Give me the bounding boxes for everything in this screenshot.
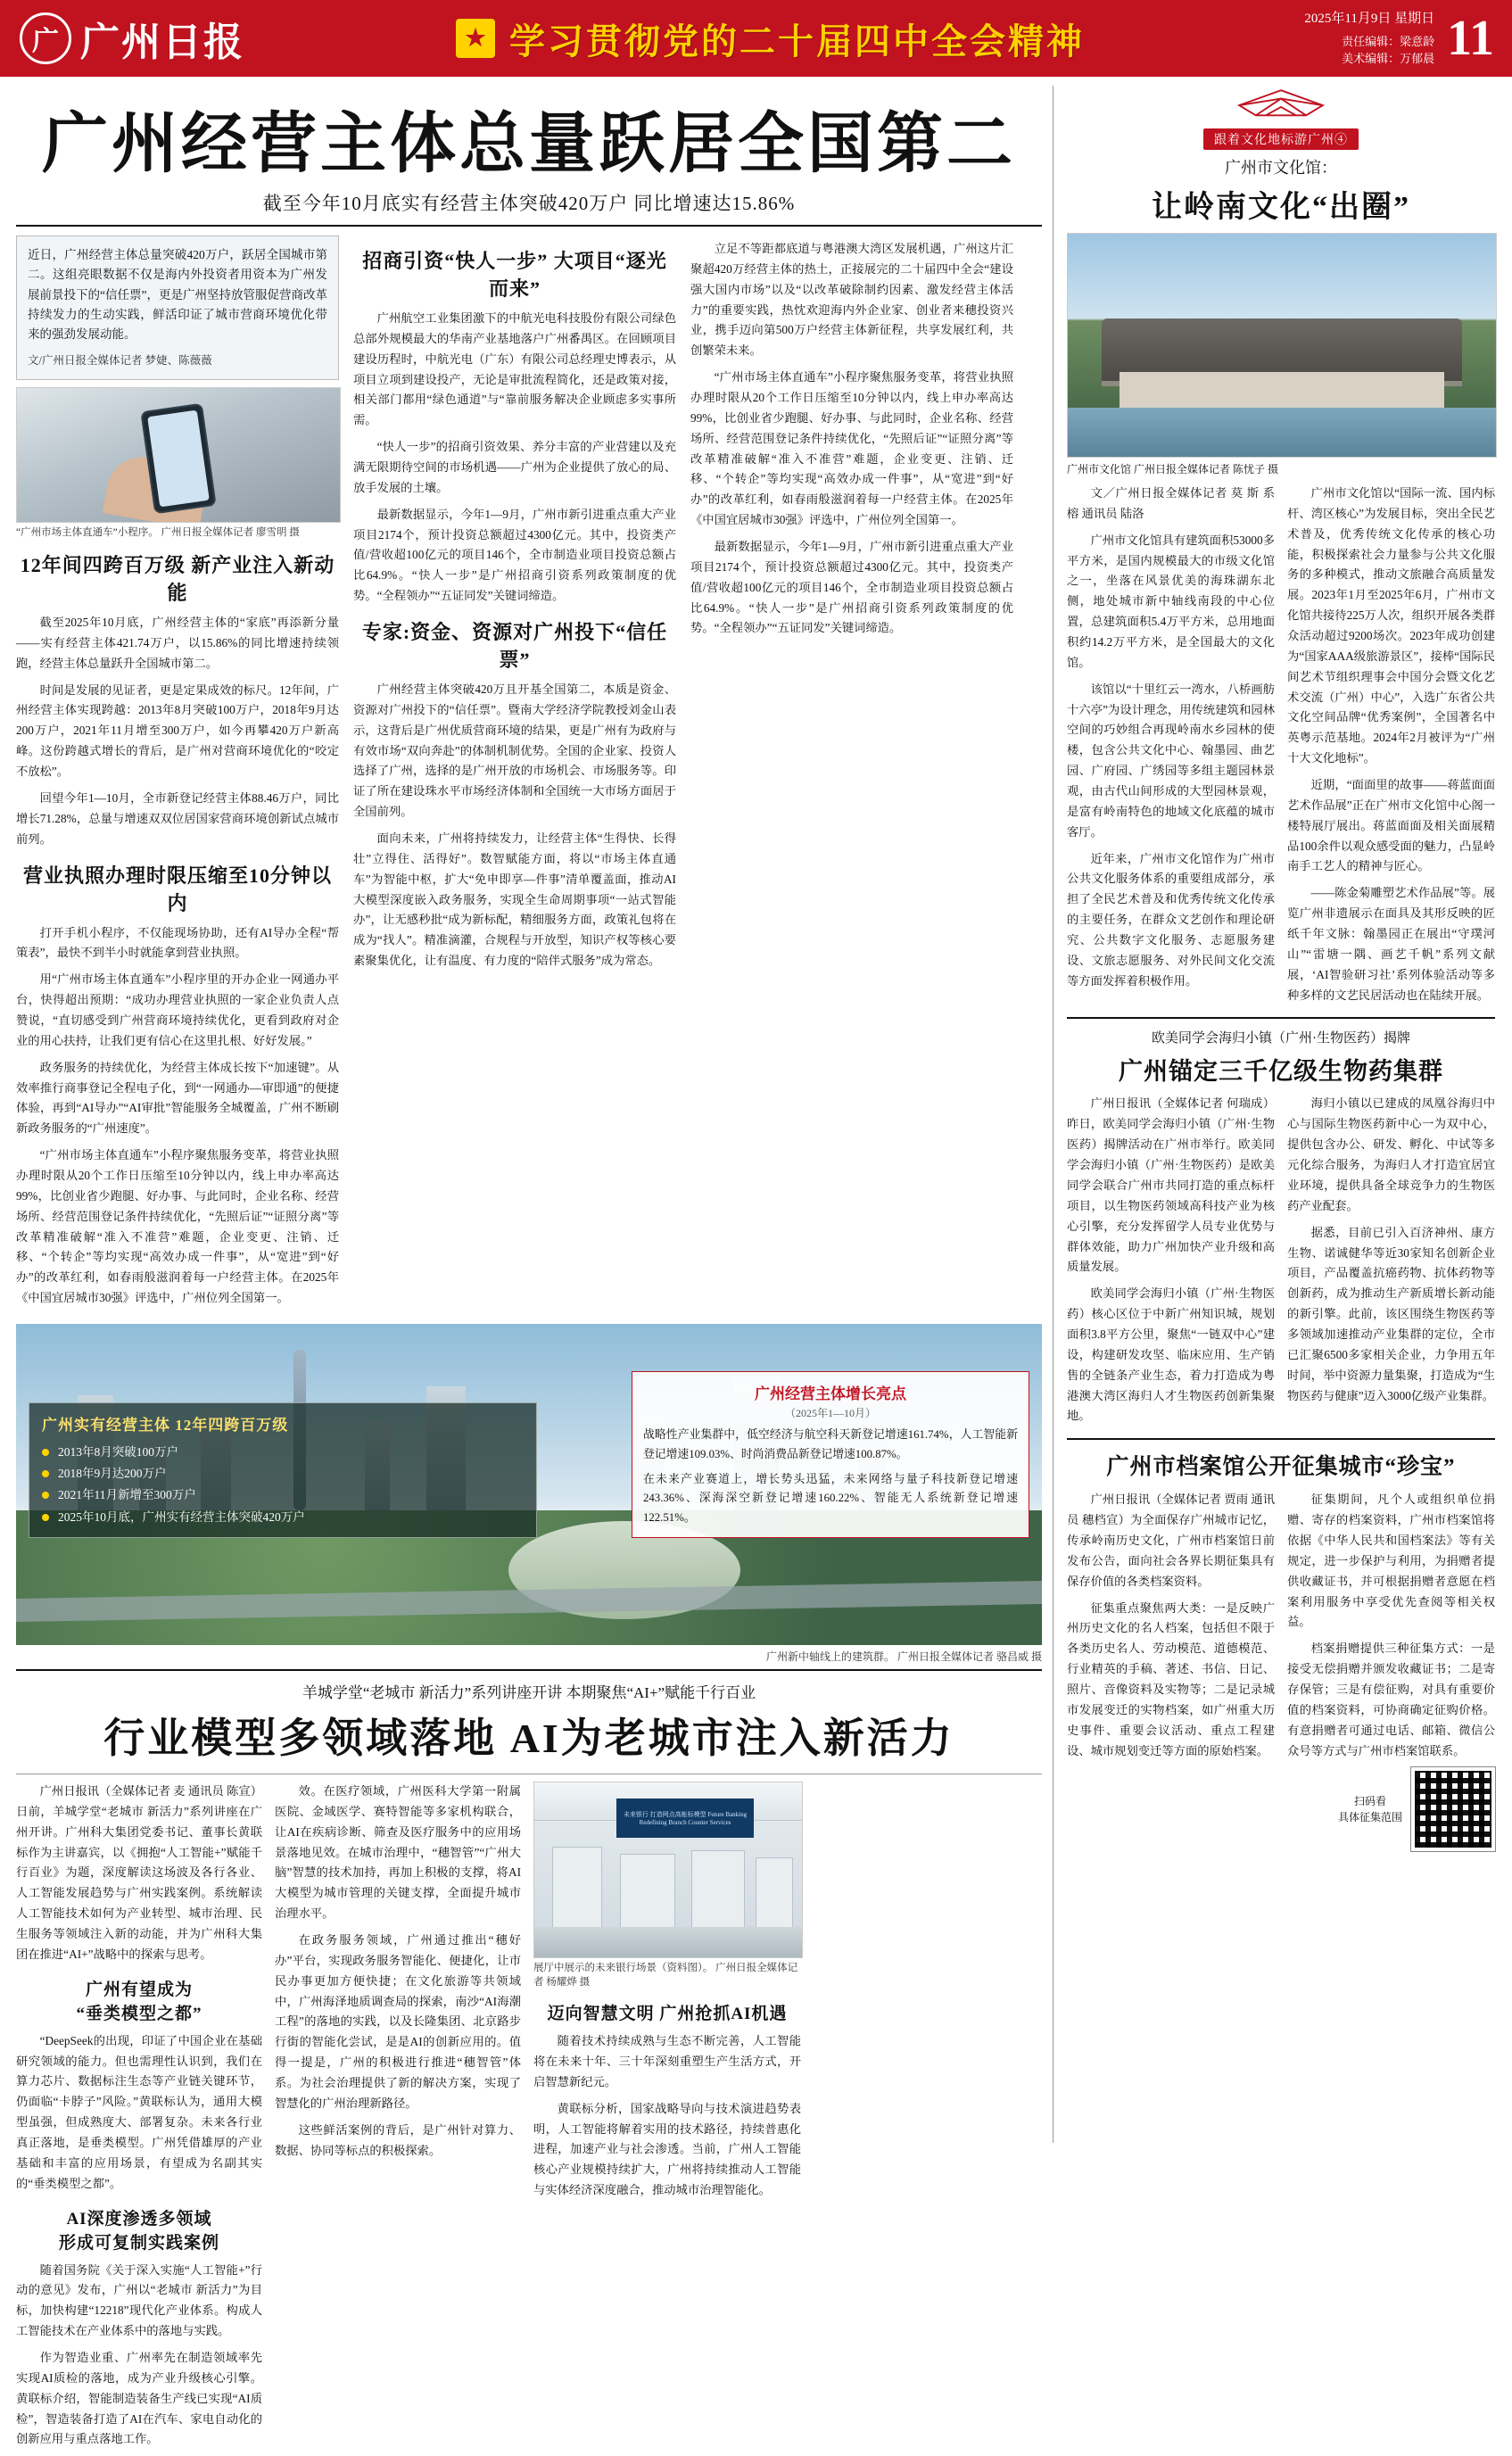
paragraph: 最新数据显示，今年1—9月，广州市新引进重点重大产业项目2174个，预计投资总额超过4300亿元。其中，投资类产值/营收超100亿元的项目146个，全市制造业项目投资总额占比64.9%。“快人一步”是广州招商引资系列政策制度的优势。“全程领办”“五证同发”关键词缔造。 xyxy=(353,507,676,603)
phone-shape xyxy=(140,403,216,515)
section-title-1: 12年间四跨百万级 新产业注入新动能 xyxy=(20,554,335,605)
paragraph: 广州市文化馆以“国际一流、国内标杆、湾区核心”为发展目标，突出全民艺术普及，优秀传统文化传承的核心功能，积极探索社会力量参与公共文化服务的多种模式，推动文旅融合高质量发展。2023年1月至2025年6月，广州市文化馆共接待225万人次，组织开展各类群众活动超过9200场次。2023年成功创建为“国家AAA级旅游景区”，接棒“国际民间艺术节组织理事会中国分会暨文化艺术交流（广州）中心”，入选广东省公共文化空间品牌“优秀案例”，全国著名中英粤示范基地。2024年2月被评为“广州十大文化地标”。 xyxy=(1287,486,1495,765)
masthead-meta xyxy=(1227,9,1512,68)
editor-art: 美术编辑：万郁晨 xyxy=(1342,52,1435,66)
qr-caption-1: 扫码看 xyxy=(1353,1795,1386,1808)
paragraph: 这些鲜活案例的背后，是广州针对算力、数据、协同等标点的积极探索。 xyxy=(275,2122,521,2157)
qr-block[interactable] xyxy=(1287,1767,1495,1851)
divider xyxy=(16,225,1042,227)
mid-title: 广州锚定三千亿级生物药集群 xyxy=(1119,1058,1443,1086)
fact-item: 2018年9月达200万户 xyxy=(42,1463,524,1484)
fact-item: 2013年8月突破100万户 xyxy=(42,1442,524,1463)
kiosk-shape xyxy=(756,1857,793,1934)
paragraph: 政务服务的持续优化，为经营主体成长按下“加速键”。从效率推行商事登记全程电子化，到“一网通办—审即通”的便捷体验，再到“AI导办”“AI审批”智能服务全城覆盖，广州不断刷新政务服务的“广州速度”。 xyxy=(16,1060,339,1136)
feature-column-1 xyxy=(16,1782,262,2456)
paragraph: 广州市文化馆具有建筑面积53000多平方米，是国内规模最大的市级文化馆之一，坐落在风景优美的海珠湖东北侧，地处城市新中轴线南段的中心位置，总建筑面积5.4万平方米，总用地面积约14.2万平方米，是全国最大的文化馆。 xyxy=(1067,533,1275,669)
paragraph: 广州日报讯（全媒体记者 贾雨 通讯员 穗档宣）为全面保存广州城市记忆，传承岭南历史文化，广州市档案馆日前发布公告，面向社会各界长期征集具有保存价值的各类档案资料。 xyxy=(1067,1493,1275,1588)
city-skyline-photo xyxy=(16,1324,1042,1645)
landmark-illustration-icon xyxy=(1214,86,1348,127)
feature-column-3 xyxy=(533,1782,801,2456)
right-two-columns xyxy=(1067,484,1495,1012)
divider xyxy=(1067,1017,1495,1019)
paragraph: 回望今年1—10月，全市新登记经营主体88.46万户，同比增长71.28%，总量与增速双双位居国家营商环境创新试点城市前列。 xyxy=(16,790,339,846)
right-byline: 文／广州日报全媒体记者 莫 斯 系 榕 通讯员 陆洛 xyxy=(1067,486,1275,520)
stat-box-subtitle: （2025年1—10月） xyxy=(784,1407,876,1420)
masthead-logo-text: 广州日报 xyxy=(80,21,244,64)
cultural-center-photo xyxy=(1067,233,1497,458)
right-column-2 xyxy=(1287,484,1495,1012)
divider xyxy=(1067,1438,1495,1440)
page-subtitle: 截至今年10月底实有经营主体突破420万户 同比增速达15.86% xyxy=(262,193,796,214)
banner xyxy=(314,13,1227,64)
phone-app-photo xyxy=(16,387,341,523)
paragraph: “DeepSeek的出现，印证了中国企业在基础研究领域的能力。但也需理性认识到，我们在算力芯片、数据标注生态等产业链关键环节，仍面临“卡脖子”风险。”黄联标认为，通用大模型虽强，但成熟度大、部署复杂。未来各行业真正落地，是垂类模型。广州凭借雄厚的产业基础和丰富的应用场景，有望成为名副其实的“垂类模型之都”。 xyxy=(16,2033,262,2190)
right-rail xyxy=(1067,86,1495,1851)
page-title: 广州经营主体总量跃居全国第二 xyxy=(42,108,1016,181)
lead-summary-box xyxy=(16,236,339,380)
right-column-1 xyxy=(1067,484,1275,1012)
body-column-3 xyxy=(690,236,1013,1315)
divider xyxy=(16,1669,1042,1671)
three-column-body xyxy=(16,236,1042,1315)
main-article-area xyxy=(16,86,1042,2456)
paragraph: 欧美同学会海归小镇（广州·生物医药）核心区位于中新广州知识城，规划面积3.8平方公里，聚焦“一链双中心”建设，构建研发攻坚、临床应用、生产销售的全链条产业生态，着力打造成为粤港澳大湾区海归人才生物医药创新集聚地。 xyxy=(1067,1286,1275,1423)
feature-title: 行业模型多领域落地 AI为老城市注入新活力 xyxy=(103,1715,954,1761)
editor-responsible: 责任编辑：梁意龄 xyxy=(1342,34,1435,48)
feature-subtitle-1a: 广州有望成为 xyxy=(85,1980,193,1999)
fact-box xyxy=(29,1402,537,1538)
paragraph: 时间是发展的见证者，更是定果成效的标尺。12年间，广州经营主体实现跨越：2013年8月突破100万户，2018年9月达200万户，2021年11月增至300万户，如今再攀420万户新高峰。这份跨越式增长的背后，是广州对营商环境优化的“咬定不放松”。 xyxy=(16,682,339,779)
paragraph: 效。在医疗领域，广州医科大学第一附属医院、金域医学、赛特智能等多家机构联合，让AI在疾病诊断、筛查及医疗服务中的应用场景落地见效。在城市治理中，“穗智管”“广州大脑”智慧的技术加持，再加上积极的支撑，将AI大模型为城市管理的关键支撑，全面提升城市治理水平。 xyxy=(275,1783,521,1921)
section-title-4: 专家:资金、资源对广州投下“信任票” xyxy=(361,621,668,672)
paragraph: 截至2025年10月底，广州经营主体的“家底”再添新分量——实有经营主体421.74万户，以15.86%的同比增速持续领跑，经营主体总量跃升全国城市第二。 xyxy=(16,616,339,670)
publication-date: 2025年11月9日 星期日 xyxy=(1304,12,1435,27)
right-title: 让岭南文化“出圈” xyxy=(1152,191,1410,224)
water-shape xyxy=(1068,408,1496,457)
paragraph: 据悉，目前已引入百济神州、康方生物、诺诚健华等近30家知名创新企业项目，产品覆盖抗癌药物、抗体药物等创新药，成为推动生产新质增长新动能的新引擎。此前，该区围绕生物医药等多领域加速推动产业集群的定位，全市已汇聚6500多家相关企业，力争用五年时间，举中资源力量集聚，打造成为“生物医药与健康”迈入3000亿级产业集群。 xyxy=(1287,1225,1495,1402)
fact-item: 2021年11月新增至300万户 xyxy=(42,1484,524,1506)
kiosk-shape xyxy=(620,1854,675,1934)
feature-columns xyxy=(16,1782,1042,2456)
paragraph: 征集期间，凡个人或组织单位捐赠、寄存的档案资料，广州市档案馆将依据《中华人民共和国档案法》等有关规定，进一步保护与利用，为捐赠者提供收藏证书，并可根据捐赠者意愿在档案利用服务中享受优先查阅等相关权益。 xyxy=(1287,1493,1495,1629)
feature-subtitle-2a: AI深度渗透多领域 xyxy=(66,2209,212,2229)
paragraph: 黄联标分析，国家战略导向与技术演进趋势表明，人工智能将解着实用的技术路径，持续普惠化进程，加速产业与社会渗透。当前，广州人工智能核心产业规模持续扩大，广州将持续推动人工智能与实体经济深度融合，推动城市治理智能化。 xyxy=(533,2101,801,2197)
city-photo-credit: 广州新中轴线上的建筑群。 广州日报全媒体记者 骆昌威 摄 xyxy=(765,1650,1042,1663)
paragraph: 随着技术持续成熟与生态不断完善，人工智能将在未来十年、三十年深刻重塑生产生活方式，开启智慧新纪元。 xyxy=(533,2034,801,2088)
feature-column-2 xyxy=(275,1782,521,2456)
qr-caption-2: 具体征集范围 xyxy=(1337,1811,1402,1824)
newspaper-logo xyxy=(0,10,314,67)
mid-two-columns xyxy=(1067,1094,1495,1433)
bank-screen-text: 未来银行 打造网点高能标模型 Future Banking Redefining Branch Counter Services xyxy=(616,1799,754,1838)
feature-kicker: 羊城学堂“老城市 新活力”系列讲座开讲 本期聚焦“AI+”赋能千行百业 xyxy=(302,1683,756,1701)
kiosk-shape xyxy=(552,1847,602,1934)
paragraph: 广州日报讯（全媒体记者 麦 通讯员 陈宣）日前，羊城学堂“老城市 新活力”系列讲座在广州开讲。广州科大集团党委书记、董事长黄联标作为主讲嘉宾，以《拥抱“人工智能+”赋能千行百业》为题，深度解读这场波及各行各业、人工智能发展趋势与广州实践案例。系统解读人工智能技术如何为产业转型、城市治理、民生服务等领域注入新的动能，并为广州科大集团在推进“AI+”战略中的探索与思考。 xyxy=(16,1783,262,1961)
paragraph: 用“广州市场主体直通车”小程序里的开办企业一网通办平台，快得超出预期：“成功办理营业执照的一家企业负责人点赞说，“直切感受到广州营商环境持续优化，更看到政府对企业的用心扶持，让我们更有信心在这里扎根、好好发展。” xyxy=(16,972,339,1047)
paragraph: 最新数据显示，今年1—9月，广州市新引进重点重大产业项目2174个，预计投资总额超过4300亿元。其中，投资类产值/营收超100亿元的项目146个，全市制造业项目投资总额占比64.9%。“快人一步”是广州招商引资系列政策制度的优势。“全程领办”“五证同发”关键词缔造。 xyxy=(690,540,1013,635)
floor-shape xyxy=(534,1927,802,1957)
right-kicker: 广州市文化馆： xyxy=(1225,159,1337,177)
paragraph: 近年来，广州市文化馆作为广州市公共文化服务体系的重要组成部分，承担了全民艺术普及和优秀传统文化传承的主要任务，在群众文艺创作和理论研究、公共数字文化服务、志愿服务建设、文旅志愿服务、对外民间文化交流等方面发挥着积极作用。 xyxy=(1067,851,1275,988)
banner-title: 学习贯彻党的二十届四中全会精神 xyxy=(509,21,1085,62)
paragraph: 作为智造业重、广州率先在制造领域率先实现AI质检的落地，成为产业升级核心引擎。黄联标介绍，智能制造装备生产线已实现“AI质检”，智造装备打造了AI在汽车、家电自动化的创新应用与重点落地工作。 xyxy=(16,2351,262,2446)
paragraph: 广州航空工业集团激下的中航光电科技股份有限公司绿色总部外规模最大的华南产业基地落户广州番禺区。在回顾项目建设历程时，中航光电（广东）有限公司总经理史博表示，从项目立项到建设投产，无论是审批流程简化，还是政策对接，相关部门都用“绿色通道”与“靠前服务解决企业顾虑多实事所需。 xyxy=(353,311,676,427)
paragraph: 广州经营主体突破420万且开基全国第二，本质是资金、资源对广州投下的“信任票”。暨南大学经济学院教授刘金山表示，这背后是广州优质营商环境的结果，更是广州有为政府与有效市场“双向奔赴”的体制机制优势。全国的企业家、投资人选择了广州，选择的是广州开放的市场机会、市场服务等。印证了所在建设珠水平市场经济体制和全国统一大市场方面居于全国前列。 xyxy=(353,682,676,819)
feature-subtitle-3: 迈向智慧文明 广州抢抓AI机遇 xyxy=(547,2005,788,2024)
bottom-two-columns xyxy=(1067,1490,1495,1851)
bottom-title: 广州市档案馆公开征集城市“珍宝” xyxy=(1106,1455,1456,1480)
paragraph: 海归小镇以已建成的凤凰谷海归中心与国际生物医药新中心一为双中心，提供包含办公、研发、孵化、中试等多元化综合服务，为海归人才打造宜居宜业环境，提供具备全球竞争力的生物医药产业配套。 xyxy=(1287,1096,1495,1212)
paragraph: 广州日报讯（全媒体记者 何瑞成）昨日，欧美同学会海归小镇（广州·生物医药）揭牌活动在广州市举行。欧美同学会海归小镇（广州·生物医药）是欧美同学会联合广州市共同打造的重点标杆项目，以生物医药领域高科技产业为核心引擎，充分发挥留学人员专业优势与群体效能，助力广州加快产业升级和高质量发展。 xyxy=(1067,1096,1275,1274)
paragraph: 打开手机小程序，不仅能现场协助，还有AI导办全程“帮策表”，最快不到半小时就能拿到营业执照。 xyxy=(16,925,339,960)
fact-box-title: 广州实有经营主体 12年四跨百万级 xyxy=(42,1416,289,1434)
newspaper-logo-icon: 广 xyxy=(20,12,71,64)
mid-column-2 xyxy=(1287,1094,1495,1433)
body-column-2 xyxy=(353,236,676,1315)
page-number: 11 xyxy=(1447,11,1494,66)
lead-byline: 文/广州日报全媒体记者 梦婕、陈薇薇 xyxy=(28,354,212,368)
paragraph: 征集重点聚焦两大类：一是反映广州历史文化的名人档案，包括但不限于各类历史名人、劳动模范、道德模范、行业精英的手稿、著述、书信、日记、照片、音像资料及实物等；二是记录城市发展变迁的实物档案，如广州重大历史事件、重要会议活动、重点工程建设、城市规划变迁等方面的原始档案。 xyxy=(1067,1600,1275,1757)
lead-row xyxy=(16,236,339,380)
paragraph: “广州市场主体直通车”小程序聚焦服务变革，将营业执照办理时限从20个工作日压缩至10分钟以内，线上申办率高达99%，比创业省少跑腿、好办事、与此同时，企业名称、经营场所、经营范围登记条件持续优化，“先照后证”“证照分离”等改革精准破解“准入不准营”难题，企业变更、注销、迁移、“个转企”等均实现“高效办成一件事”，从“宽进”到“好办”的改革红利，如春雨般滋润着每一户经营主体。在2025年《中国宜居城市30强》评选中，广州位列全国第一。 xyxy=(16,1148,339,1305)
paragraph: 立足不等距都底道与粤港澳大湾区发展机遇，广州这片汇聚超420万经营主体的热土，正接展完的二十届四中全会“建设强大国内市场”以及“以改革破除制约因素、激发经营主体活力”的重要实践，热忱欢迎海内外企业家、创业者来穗投资兴业，携手迈向第500万户经营主体新征程，共享发展红利，共创繁荣未来。 xyxy=(690,242,1013,358)
mid-column-1 xyxy=(1067,1094,1275,1433)
stat-box xyxy=(632,1371,1029,1538)
tour-series-badge xyxy=(1067,86,1495,150)
stat-box-text-2: 在未来产业赛道上，增长势头迅猛，未来网络与量子科技新登记增速243.36%、深海深空新登记增速160.22%、智能无人系统新登记增速122.51%。 xyxy=(643,1472,1018,1525)
feature-subtitle-1b: “垂类模型之都” xyxy=(76,2004,202,2023)
fact-item: 2025年10月底，广州实有经营主体突破420万户 xyxy=(42,1507,524,1528)
paragraph: 面向未来，广州将持续发力，让经营主体“生得快、长得壮”立得住、活得好”。数智赋能方面，将以“市场主体直通车”为智能中枢，扩大“免申即享—件事”清单覆盖面，推动AI大模型深度嵌入政务服务，实现全生命周期事项“一站式智能办”，让无感秒批“成为新标配，精细服务方面，政策礼包将在成为“找人”。精准滴灌，合规程与开放型，知识产权等核心要素聚集优化，让有温度、有力度的“陪伴式服务”成为常态。 xyxy=(353,831,676,968)
stat-box-title: 广州经营主体增长亮点 xyxy=(755,1385,906,1403)
phone-app-photo-caption: “广州市场主体直通车”小程序。 广州日报全媒体记者 廖雪明 摄 xyxy=(16,526,300,538)
bottom-column-2 xyxy=(1287,1490,1495,1851)
paragraph: ——陈金菊雕塑艺术作品展”等。展览广州非遗展示在面具及其形反映的匠纸千年文脉：翰墨园正在展出“守璞河山”“雷塘一隅、画艺千帆”系列文献展，‘AI智验研习社’系列体验活动等多种多样的文艺民居活动也在陆续开展。 xyxy=(1287,886,1495,1002)
paragraph: 在政务服务领域，广州通过推出“穗好办”平台，实现政务服务智能化、便捷化，让市民办事更加方便快捷；在文化旅游等共领域中，广州海泽地质调查局的探索，南沙“AI海潮工程”的落地的实践，以及长隆集团、北京路步行街的智能化尝试，是是AI的创新应用的。值得一提是，广州的积极进行推进“穗智管”体系。为社会治理提供了新的解决方案，实现了智慧化的广州治理新路径。 xyxy=(275,1932,521,2110)
mid-kicker: 欧美同学会海归小镇（广州·生物医药）揭牌 xyxy=(1152,1031,1410,1046)
body-column-1 xyxy=(16,236,339,1315)
paragraph: 档案捐赠提供三种征集方式：一是接受无偿捐赠并颁发收藏证书；二是寄存保管；三是有偿征购，对具有重要价值的档案资料，可协商确定征购价格。有意捐赠者可通过电话、邮箱、微信公众号等方式与广州市档案馆联系。 xyxy=(1287,1641,1495,1757)
masthead xyxy=(0,0,1512,77)
section-title-2: 营业执照办理时限压缩至10分钟以内 xyxy=(22,864,332,914)
paragraph: 随着国务院《关于深入实施“人工智能+”行动的意见》发布，广州以“老城市 新活力”为目标，加快构建“12218”现代化产业体系。构成人工智能技术在产业体系中的落地与实践。 xyxy=(16,2262,262,2338)
feature-article xyxy=(16,1680,1042,2456)
cultural-center-photo-caption: 广州市文化馆 广州日报全媒体记者 陈忧子 摄 xyxy=(1067,463,1279,475)
section-title-3: 招商引资“快人一步” 大项目“逐光而来” xyxy=(362,250,667,300)
future-bank-photo-caption: 展厅中展示的未来银行场景（资料图）。 广州日报全媒体记者 杨耀烨 摄 xyxy=(533,1962,798,1989)
party-emblem-icon: ★ xyxy=(456,19,495,58)
lead-summary-text: 近日，广州经营主体总量突破420万户，跃居全国城市第二。这组亮眼数据不仅是海内外投资者用资本为广州发展前景投下的“信任票”，更是广州坚持放管服促营商改革持续发力的生动实践，鲜活印证了城市营商环境优化带来的强劲发展动能。 xyxy=(28,248,327,342)
kiosk-shape xyxy=(691,1850,745,1934)
paragraph: 该馆以“十里红云一湾水，八桥画舫十六亭”为设计理念，用传统建筑和园林空间的巧妙组合再现岭南水乡园林的使楼，包含公共文化中心、翰墨园、曲艺园、广府园、广绣园等多组主题园林景观，由古代山间形成的大型园林景观，是富有岭南特色的地域文化底蕴的城市客厅。 xyxy=(1067,682,1275,839)
paragraph: 近期，“面面里的故事——蒋蓝面面艺术作品展”正在广州市文化馆中心阁一楼特展厅展出。蒋蓝面面及相关面展精品100余件以观众感受面的魅力，凸显岭南手工艺人的精神与匠心。 xyxy=(1287,778,1495,873)
tour-series-label: 跟着文化地标游广州④ xyxy=(1203,128,1359,150)
paragraph: “广州市场主体直通车”小程序聚焦服务变革，将营业执照办理时限从20个工作日压缩至10分钟以内，线上申办率高达99%，比创业省少跑腿、好办事、与此同时，企业名称、经营场所、经营范围登记条件持续优化，“先照后证”“证照分离”等改革精准破解“准入不准营”难题，企业变更、注销、迁移、“个转企”等均实现“高效办成一件事”，从“宽进”到“好办”的改革红利，如春雨般滋润着每一户经营主体。在2025年《中国宜居城市30强》评选中，广州位列全国第一。 xyxy=(690,370,1013,527)
feature-subtitle-2b: 形成可复制实践案例 xyxy=(58,2233,219,2253)
future-bank-photo xyxy=(533,1782,803,1958)
paragraph: “快人一步”的招商引资效果、养分丰富的产业营建以及充满无限期待空间的市场机遇——广州为企业提供了放心的局、放手发展的土壤。 xyxy=(353,440,676,494)
bottom-column-1 xyxy=(1067,1490,1275,1851)
stat-box-text-1: 战略性产业集群中，低空经济与航空科天新登记增速161.74%，人工智能新登记增速109.03%、时尚消费品新登记增速100.87%。 xyxy=(643,1428,1018,1460)
qr-code-icon[interactable] xyxy=(1411,1767,1495,1851)
